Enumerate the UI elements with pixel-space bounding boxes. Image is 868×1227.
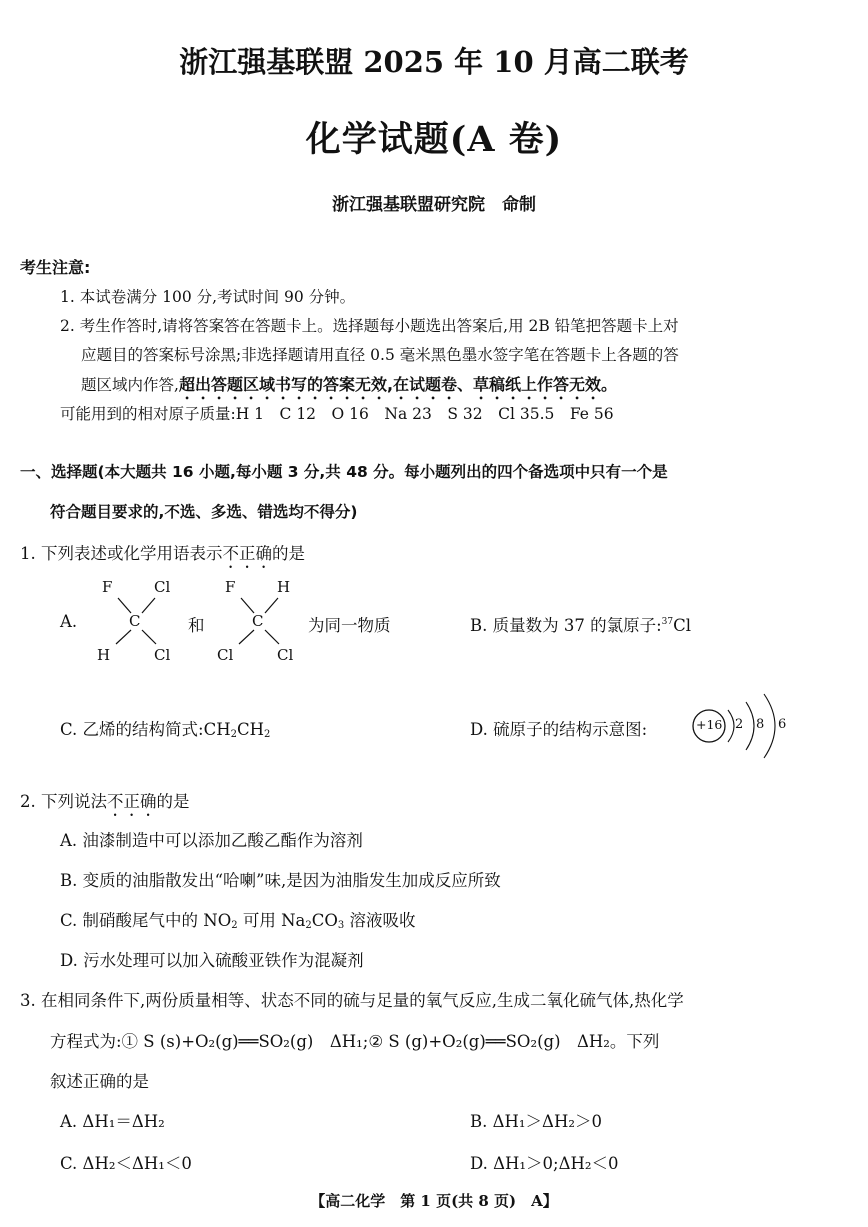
exam-title: 浙江强基联盟 2025 年 10 月高二联考 [179,45,689,79]
q1-option-c-text: C. 乙烯的结构简式: [60,720,204,739]
q2-option-c-mid: 可用 Na [237,911,306,930]
q1-option-a-label: A. [60,612,78,631]
section-1-heading: 一、选择题(本大题共 16 小题,每小题 3 分,共 48 分。每小题列出的四个备选项中只有一个是 [20,463,668,481]
mol1-bottom-left: H [97,646,111,664]
q1-option-c-sub-1: 2 [230,729,237,740]
exam-subtitle: 化学试题(A 卷) [305,119,563,160]
notice-item-2-line-2: 应题目的答案标号涂黑;非选择题请用直径 0.5 毫米黑色墨水签字笔在答题卡上各题的答 [81,346,679,364]
notice-emphasis: 超出答题区域书写的答案无效,在试题卷、草稿纸上作答无效。 [178,375,618,394]
mol1-top-left: F [102,578,113,596]
notice-item-1: 1. 本试卷满分 100 分,考试时间 90 分钟。 [60,288,356,306]
question-1-stem [20,540,305,572]
q2-option-a: A. 油漆制造中可以添加乙酸乙酯作为溶剂 [60,831,363,850]
q2-option-c-sub-2: 2 [305,920,312,931]
question-3-stem-line-1: 3. 在相同条件下,两份质量相等、状态不同的硫与足量的氧气反应,生成二氧化硫气体,热化学 [20,991,684,1010]
q1-molecule-2 [215,578,305,668]
mol1-center: C [129,612,141,630]
mol1-bottom-right: Cl [154,646,171,664]
mol2-top-right: H [277,578,291,596]
q1-stem-emphasis: 不正确 [222,544,272,563]
q1-option-b-mass: 37 [661,617,674,627]
q1-option-a-tail: 为同一物质 [308,616,391,635]
q1-stem-pre: 1. 下列表述或化学用语表示 [20,544,223,563]
mol1-top-right: Cl [154,578,171,596]
q3-option-b: B. ΔH₁＞ΔH₂＞0 [470,1112,602,1131]
sulfur-nucleus: +16 [696,717,723,732]
q3-option-a: A. ΔH₁＝ΔH₂ [60,1112,165,1131]
q3-option-c: C. ΔH₂＜ΔH₁＜0 [60,1154,192,1173]
q2-stem-pre: 2. 下列说法 [20,792,107,811]
exam-author: 浙江强基联盟研究院 命制 [332,195,536,215]
q1-option-c-formula-2: CH [236,720,264,739]
q2-option-c-post: 溶液吸收 [344,911,416,930]
q1-stem-post: 的是 [272,544,305,563]
mol2-top-left: F [225,578,236,596]
q1-option-d-text: D. 硫原子的结构示意图: [470,720,648,739]
notice-item-2-line-1: 2. 考生作答时,请将答案答在答题卡上。选择题每小题选出答案后,用 2B 铅笔把答题卡上对 [60,317,679,335]
q1-option-c-sub-2: 2 [264,729,271,740]
q2-option-b: B. 变质的油脂散发出“哈喇”味,是因为油脂发生加成反应所致 [60,871,501,890]
mol2-center: C [252,612,264,630]
notice-item-2-line-3-text: 题区域内作答, [81,376,179,394]
q2-option-c-sub-1: 2 [231,920,238,931]
sulfur-shell-2: 8 [756,717,765,732]
sulfur-shell-3: 6 [778,717,787,732]
q1-option-c [60,716,270,740]
section-1-heading-cont: 符合题目要求的,不选、多选、错选均不得分) [50,503,358,521]
q1-option-b-text: B. 质量数为 37 的氯原子: [470,616,662,635]
notice-item-2-line-3 [81,372,617,403]
mol2-bottom-right: Cl [277,646,294,664]
q2-option-c-pre: C. 制硝酸尾气中的 NO [60,911,232,930]
q1-option-c-formula-1: CH [203,720,231,739]
q2-option-c-mid-2: CO [311,911,338,930]
sulfur-shell-1: 2 [735,717,744,732]
question-3-stem-line-3: 叙述正确的是 [50,1072,149,1091]
notice-heading: 考生注意: [20,258,91,277]
q2-option-c-sub-3: 3 [337,920,345,931]
page-footer: 【高二化学 第 1 页(共 8 页) A】 [310,1192,558,1210]
q2-option-d: D. 污水处理可以加入硫酸亚铁作为混凝剂 [60,951,364,970]
q1-option-a-and: 和 [188,616,205,635]
q2-stem-emphasis: 不正确 [107,792,157,811]
q3-option-d: D. ΔH₁＞0;ΔH₂＜0 [470,1154,619,1173]
q2-stem-post: 的是 [156,792,190,811]
q1-molecule-1 [92,578,182,668]
question-3-stem-line-2: 方程式为:① S (s)+O₂(g)══SO₂(g) ΔH₁;② S (g)+O₂(g)══SO₂(g) ΔH₂。下列 [50,1032,660,1051]
question-2-stem [20,788,190,820]
mol2-bottom-left: Cl [217,646,234,664]
atomic-mass-list: 可能用到的相对原子质量:H 1 C 12 O 16 Na 23 S 32 Cl 35.5 Fe 56 [60,405,614,423]
sulfur-atom-diagram [690,686,800,766]
q2-option-c [60,907,416,931]
q1-option-b [470,612,691,636]
q1-option-b-symbol: Cl [673,616,692,635]
